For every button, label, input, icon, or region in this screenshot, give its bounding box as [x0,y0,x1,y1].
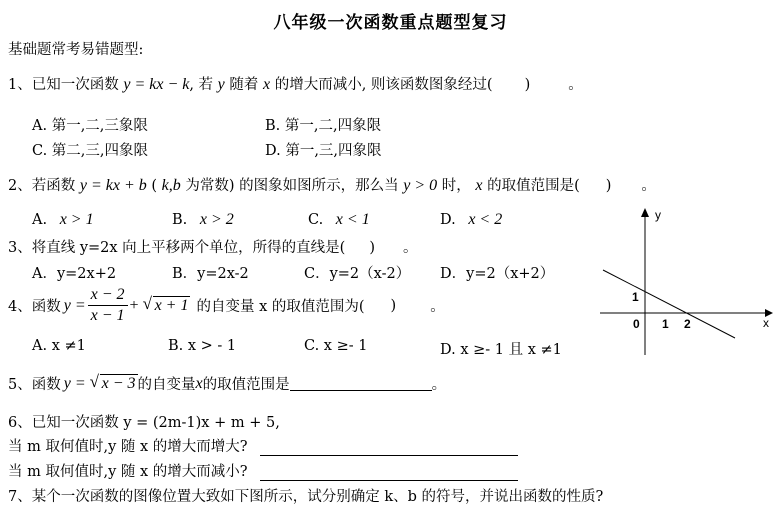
q4-suffix: 的自变量 x 的取值范围为( [196,299,365,315]
q2-prefix: 2、若函数 [8,178,76,194]
q2-formula: y = kx + b [79,177,147,194]
x-tick-1-label: 1 [662,317,669,331]
q2-mid: 为常数) 的图象如图所示，那么当 [185,178,399,194]
y-tick-1-label: 1 [632,290,639,304]
q6-part-a-text: 当 m 取何值时,y 随 x 的增大而增大? [8,439,248,455]
question-7: 7、某个一次函数的图像位置大致如下图所示，试分别确定 k、b 的符号，并说出函数的性质? [8,489,604,505]
q1-option-d: D. 第一,三,四象限 [265,143,382,159]
q1-mid2: 随着 [229,77,259,93]
y-axis-label: y [655,208,661,222]
q3-option-a: A．y=2x+2 [32,266,117,282]
q5-dot: 。 [431,377,447,393]
q1-close: ) [524,77,531,93]
q1-option-b: B. 第一,二,四象限 [265,118,382,134]
q4-plus: + [129,296,139,314]
origin-label: 0 [633,317,640,331]
q3-dot: 。 [403,240,418,256]
question-1 [8,73,583,94]
q5-answer-blank[interactable] [290,376,432,391]
q2-option-d-expr: x < 2 [468,211,503,228]
q2-option-b-label: B. [172,212,188,228]
q2-x: x [475,177,483,194]
q4-fraction [88,286,128,325]
y-axis-arrow-icon [641,208,649,217]
q2-option-c [308,211,370,229]
q4-denominator: x − 1 [90,307,125,324]
q2-option-a-label: A. [32,212,48,228]
q2-condition: y > 0 [403,177,438,194]
question-3 [8,236,418,257]
sqrt-icon: √ [142,293,152,313]
q1-dot: 。 [568,77,583,93]
q1-option-c: C. 第二,三,四象限 [32,143,149,159]
q6-part-b [8,460,518,481]
q1-option-a: A. 第一,二,三象限 [32,118,148,134]
section-subtitle: 基础题常考易错题型: [8,42,144,58]
sqrt-icon: √ [89,371,99,391]
q2-mid2: 时， [441,178,471,194]
q5-x: x [195,374,203,392]
q3-close: ) [369,240,376,256]
q6-part-a [8,435,518,456]
q2-dot: 。 [641,178,656,194]
function-line [603,270,735,338]
q1-prefix: 1、已知一次函数 [8,77,119,93]
q4-option-b: B. x > - 1 [168,338,237,354]
q5-mid: 的自变量 [137,377,196,393]
x-axis-label: x [763,316,769,330]
q1-mid: , 若 [189,77,214,93]
q6-answer-blank-b[interactable] [260,466,518,481]
q3-option-d: D．y=2（x+2） [440,266,555,282]
q2-close: ) [605,178,612,194]
q4-option-d: D. x ≥- 1 且 x ≠1 [440,342,562,358]
q1-y: y [217,76,225,93]
q5-radical [89,371,138,393]
q6-answer-blank-a[interactable] [260,441,518,456]
q3-option-b: B．y=2x-2 [172,266,249,282]
q2-option-a [32,211,94,229]
q1-formula: y = kx − k [123,76,190,93]
q2-suffix: 的取值范围是( [487,178,580,194]
q2-kb: k,b [161,177,181,194]
q2-option-c-label: C. [308,212,324,228]
x-tick-2-label: 2 [684,317,691,331]
question-4 [8,286,445,325]
q3-stem: 3、将直线 y=2x 向上平移两个单位，所得的直线是( [8,240,346,256]
question-2 [8,174,656,195]
q2-paren-open: ( [151,178,158,194]
q1-suffix: 的增大而减小, 则该函数图象经过( [274,77,493,93]
q6-part-b-text: 当 m 取何值时,y 随 x 的增大而减小? [8,464,248,480]
q2-option-a-expr: x > 1 [59,211,94,228]
q4-radical [142,293,191,315]
q3-option-c: C．y=2（x-2） [304,266,411,282]
q5-radicand: x − 3 [101,374,136,392]
q2-graph [595,205,779,360]
q2-option-b-expr: x > 2 [199,211,234,228]
q2-option-b [172,211,234,229]
q2-option-c-expr: x < 1 [335,211,370,228]
q4-option-a: A. x ≠1 [32,338,86,354]
q5-suffix: 的取值范围是 [202,377,290,393]
q4-dot: 。 [430,299,445,315]
q4-close: ) [390,297,397,314]
question-5 [8,373,446,394]
q2-option-d-label: D. [440,212,456,228]
q5-y: y = [63,374,86,392]
page-title: 八年级一次函数重点题型复习 [273,13,508,33]
q4-numerator: x − 2 [88,286,128,306]
q4-y: y = [63,296,86,314]
q4-prefix: 4、函数 [8,299,61,315]
q5-prefix: 5、函数 [8,377,61,393]
q1-x: x [263,76,271,93]
q4-radicand: x + 1 [154,296,189,314]
q4-option-c: C. x ≥- 1 [304,338,368,354]
q2-option-d [440,211,502,229]
question-6: 6、已知一次函数 y = (2m-1)x + m + 5, [8,415,280,431]
